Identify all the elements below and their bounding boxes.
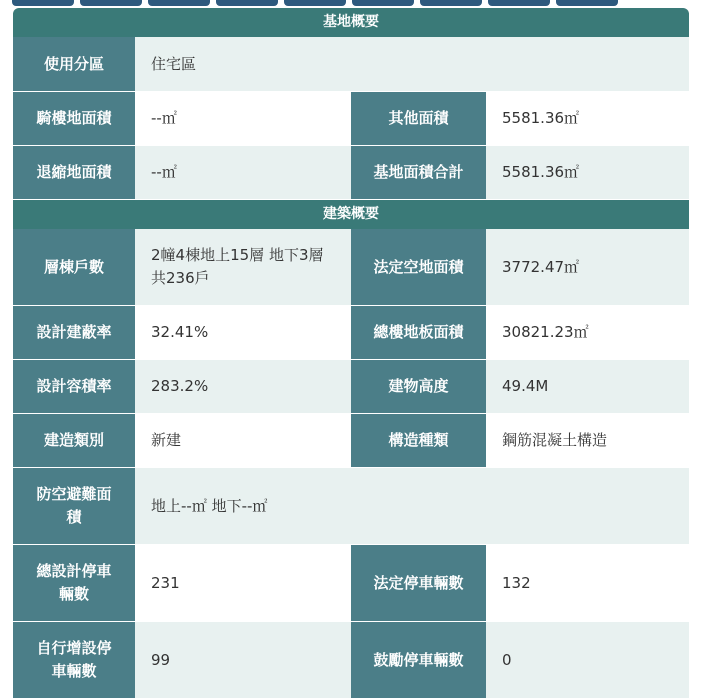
- row-label: 層棟戶數: [13, 229, 135, 305]
- row-label: 設計建蔽率: [13, 306, 135, 359]
- row-label: 設計容積率: [13, 360, 135, 413]
- row-value: 住宅區: [135, 37, 689, 91]
- info-table: [13, 8, 689, 699]
- row-value: 132: [486, 545, 689, 621]
- row-label: 鼓勵停車輛數: [351, 622, 486, 698]
- section-header-site: 基地概要: [13, 8, 689, 37]
- tab[interactable]: [284, 0, 346, 6]
- row-value: 231: [135, 545, 351, 621]
- row-label: 基地面積合計: [351, 146, 486, 199]
- row-value: 99: [135, 622, 351, 698]
- row-label: 總樓地板面積: [351, 306, 486, 359]
- row-value: 5581.36㎡: [486, 146, 689, 199]
- tab[interactable]: [216, 0, 278, 6]
- table-row: [13, 360, 689, 414]
- row-label: 騎樓地面積: [13, 92, 135, 145]
- row-value: 49.4M: [486, 360, 689, 413]
- row-label: 法定空地面積: [351, 229, 486, 305]
- table-row: [13, 92, 689, 146]
- row-value: 32.41%: [135, 306, 351, 359]
- row-label: 自行增設停 車輛數: [13, 622, 135, 698]
- tab[interactable]: [420, 0, 482, 6]
- row-label: 其他面積: [351, 92, 486, 145]
- tab[interactable]: [556, 0, 618, 6]
- table-row: [13, 306, 689, 360]
- table-row: [13, 146, 689, 200]
- table-row: [13, 622, 689, 699]
- tab[interactable]: [352, 0, 414, 6]
- row-value: --㎡: [135, 146, 351, 199]
- row-label: 構造種類: [351, 414, 486, 467]
- row-value: 0: [486, 622, 689, 698]
- tab[interactable]: [80, 0, 142, 6]
- row-value: --㎡: [135, 92, 351, 145]
- row-value: 3772.47㎡: [486, 229, 689, 305]
- tab[interactable]: [12, 0, 74, 6]
- row-label: 建物高度: [351, 360, 486, 413]
- row-label: 建造類別: [13, 414, 135, 467]
- table-row: [13, 37, 689, 92]
- table-row: [13, 545, 689, 622]
- row-value: 30821.23㎡: [486, 306, 689, 359]
- table-row: [13, 229, 689, 306]
- row-value: 2幢4棟地上15層 地下3層 共236戶: [135, 229, 351, 305]
- row-label: 防空避難面 積: [13, 468, 135, 544]
- top-tab-strip: [12, 0, 618, 6]
- row-label: 法定停車輛數: [351, 545, 486, 621]
- row-label: 總設計停車 輛數: [13, 545, 135, 621]
- row-value: 地上--㎡ 地下--㎡: [135, 468, 689, 544]
- table-row: [13, 414, 689, 468]
- row-label: 使用分區: [13, 37, 135, 91]
- row-value: 鋼筋混凝土構造: [486, 414, 689, 467]
- row-label: 退縮地面積: [13, 146, 135, 199]
- table-row: [13, 468, 689, 545]
- row-value: 5581.36㎡: [486, 92, 689, 145]
- section-header-building: 建築概要: [13, 200, 689, 229]
- row-value: 283.2%: [135, 360, 351, 413]
- row-value: 新建: [135, 414, 351, 467]
- tab[interactable]: [488, 0, 550, 6]
- tab[interactable]: [148, 0, 210, 6]
